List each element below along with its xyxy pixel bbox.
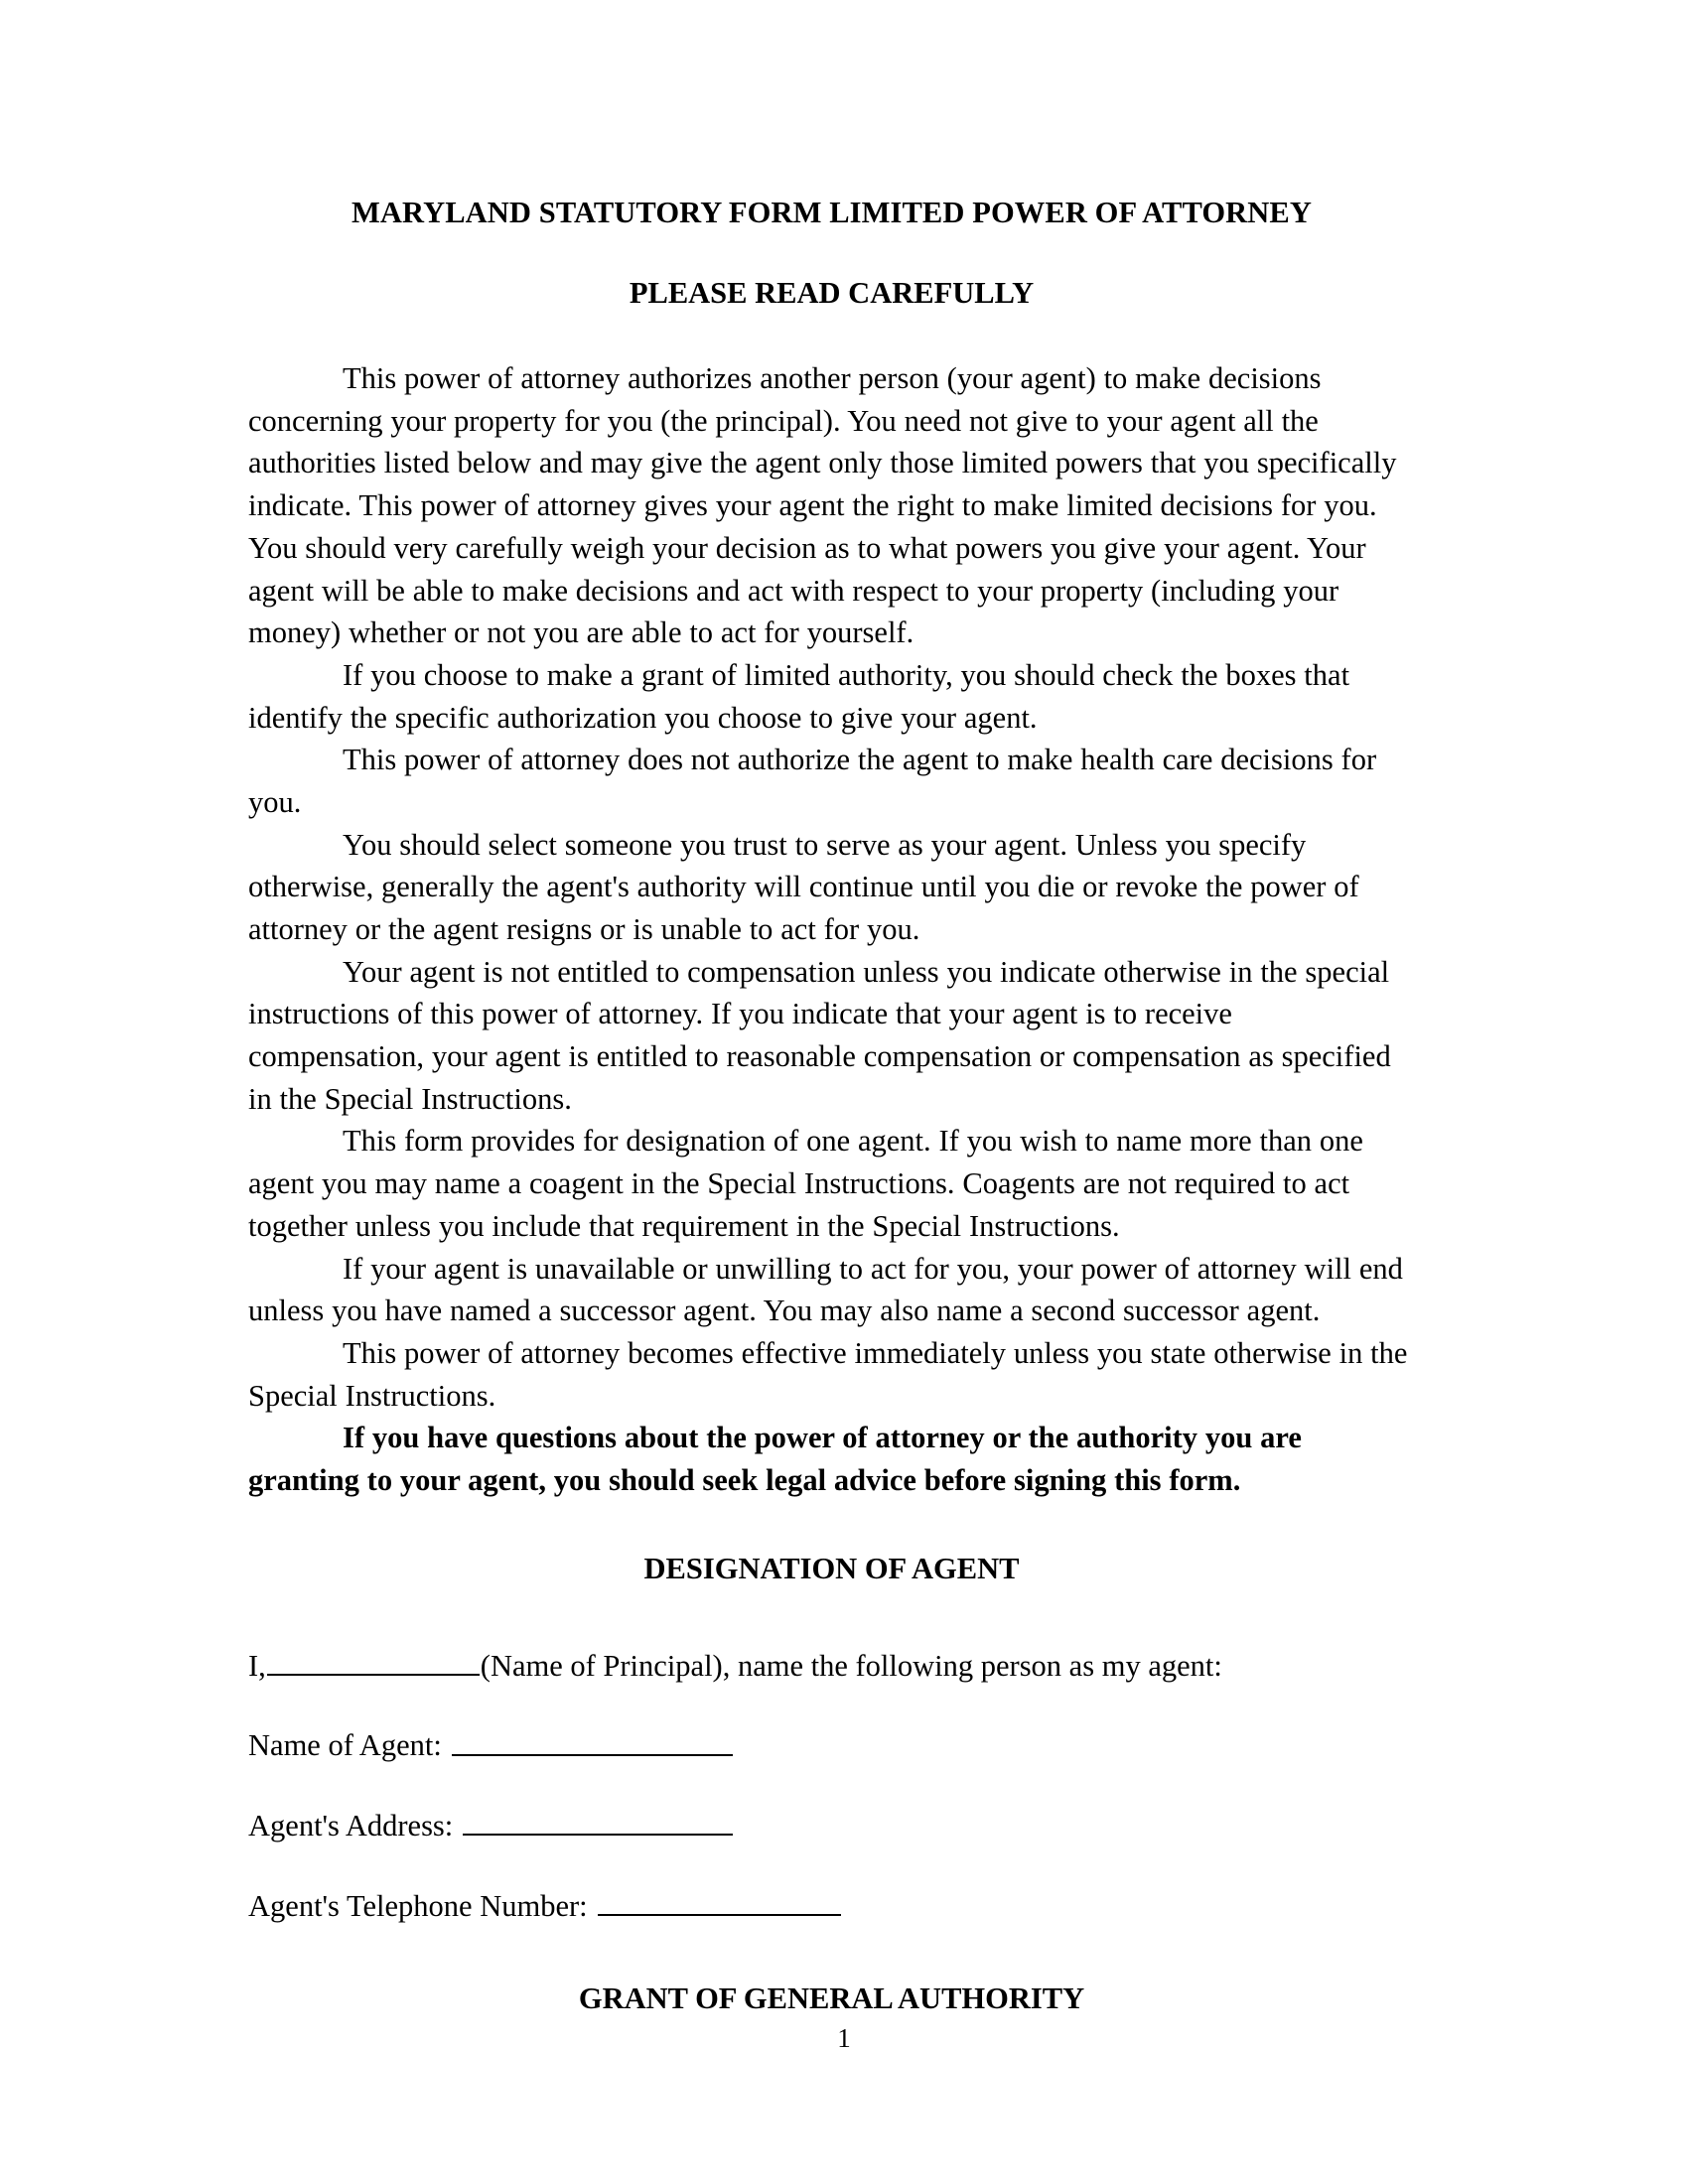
agent-telephone-label: Agent's Telephone Number:	[248, 1889, 588, 1924]
agent-telephone-input[interactable]	[598, 1883, 841, 1916]
instruction-paragraph-7: If your agent is unavailable or unwilling to act for you, your power of attorney will end unless you have named a successor agent. You may also name a second successor agent.	[248, 1251, 1403, 1328]
spacer-field-1	[248, 1687, 1415, 1722]
instruction-paragraph-3: This power of attorney does not authorize the agent to make health care decisions for you.	[248, 743, 1377, 819]
spacer-after-designation-heading	[248, 1588, 1415, 1643]
designation-of-agent-heading: DESIGNATION OF AGENT	[643, 1551, 1020, 1585]
principal-suffix-label: (Name of Principal), name the following person as my agent:	[480, 1648, 1222, 1683]
spacer-before-designation	[248, 1502, 1415, 1550]
instruction-paragraph-4: You should select someone you trust to serve as your agent. Unless you specify otherwise, generally the agent's authority will continue until you die or revoke the power of attorney or the agent resigns or is unable to act for you.	[248, 827, 1359, 946]
agent-name-input[interactable]	[452, 1722, 733, 1755]
principal-name-input[interactable]	[267, 1643, 480, 1676]
spacer-before-grant	[248, 1928, 1415, 1979]
instruction-paragraph-1: This power of attorney authorizes another person (your agent) to make decisions concerning your property for you (the principal). You need not give to your agent all the authorities listed below and may give the agent only those limited powers that you specifically indicate. This power of attorney gives your agent the right to make limited decisions for you. You should very carefully weigh your decision as to what powers you give your agent. Your agent will be able to make decisions and act with respect to your property (including your money) whether or not you are able to act for yourself.	[248, 361, 1397, 650]
principal-name-line	[248, 1643, 1415, 1688]
agent-address-input[interactable]	[463, 1803, 733, 1836]
legal-advice-notice: If you have questions about the power of attorney or the authority you are granting to your agent, you should seek legal advice before signing this form.	[248, 1421, 1302, 1497]
agent-telephone-line	[248, 1883, 1415, 1928]
agent-name-label: Name of Agent:	[248, 1728, 442, 1763]
agent-address-line	[248, 1803, 1415, 1847]
agent-name-line	[248, 1722, 1415, 1767]
instruction-paragraph-8: This power of attorney becomes effective immediately unless you state otherwise in the Special Instructions.	[248, 1335, 1408, 1413]
spacer-field-2	[248, 1767, 1415, 1803]
instruction-paragraph-2: If you choose to make a grant of limited authority, you should check the boxes that identify the specific authorization you choose to give your agent.	[248, 657, 1350, 735]
principal-prefix-label: I,	[248, 1648, 266, 1683]
instruction-paragraph-6: This form provides for designation of one agent. If you wish to name more than one agent you may name a coagent in the Special Instructions. Coagents are not required to act together unless you include that requirement in the Special Instructions.	[248, 1124, 1363, 1243]
document-subtitle: PLEASE READ CAREFULLY	[629, 276, 1035, 311]
instructions-section	[248, 357, 1415, 1502]
page-title: MARYLAND STATUTORY FORM LIMITED POWER OF ATTORNEY	[352, 196, 1312, 229]
grant-of-general-authority-heading: GRANT OF GENERAL AUTHORITY	[578, 1980, 1085, 2015]
agent-address-label: Agent's Address:	[248, 1809, 454, 1843]
page-number: 1	[837, 2023, 851, 2053]
instruction-paragraph-5: Your agent is not entitled to compensation unless you indicate otherwise in the special instructions of this power of attorney. If you indicate that your agent is to receive compensation, your agent is entitled to reasonable compensation or compensation as specified in the Special Instructions.	[248, 954, 1391, 1116]
document-body	[248, 194, 1415, 2018]
spacer-field-3	[248, 1847, 1415, 1883]
